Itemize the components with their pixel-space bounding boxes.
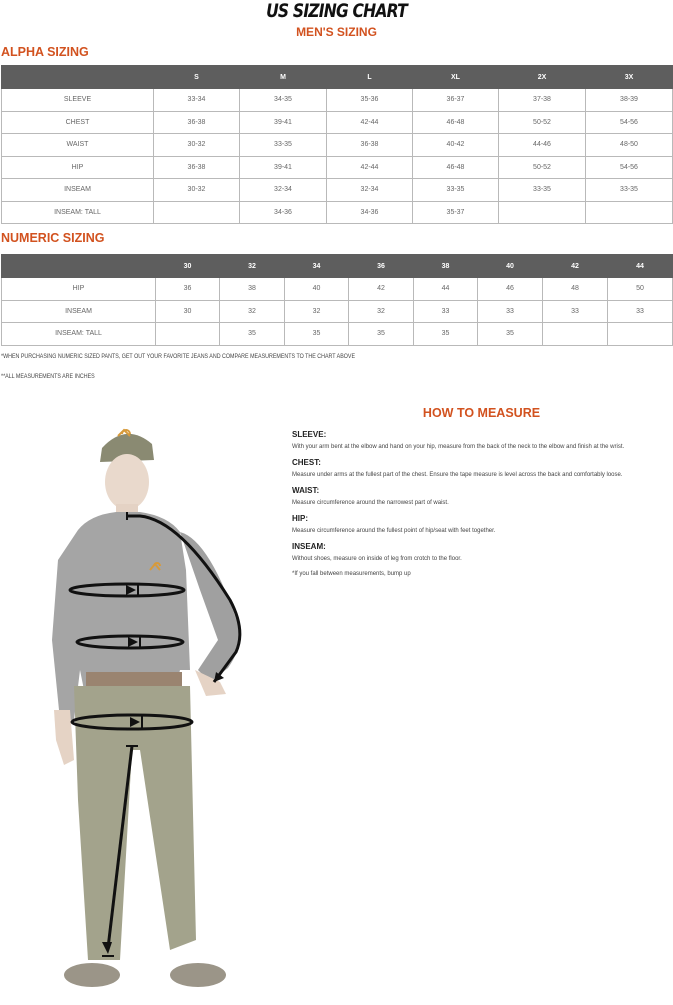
alpha-header-cell: L (327, 66, 413, 89)
table-cell: 36-38 (154, 156, 240, 179)
row-label: INSEAM: TALL (2, 323, 156, 346)
table-cell: 32-34 (327, 179, 413, 202)
belt-shape (86, 672, 182, 686)
table-cell: 32-34 (240, 179, 327, 202)
alpha-table-row (2, 179, 673, 202)
measure-label: WAIST: (292, 486, 320, 495)
row-label: INSEAM: TALL (2, 201, 154, 224)
alpha-table-row (2, 111, 673, 134)
table-cell: 33-35 (413, 179, 499, 202)
table-cell: 35 (414, 323, 478, 346)
table-cell: 46 (478, 278, 543, 301)
bump-up-footnote: *If you fall between measurements, bump up (292, 571, 411, 577)
alpha-table-row (2, 89, 673, 112)
table-cell: 36 (156, 278, 220, 301)
table-cell (543, 323, 608, 346)
table-cell: 50 (608, 278, 673, 301)
row-label: HIP (2, 156, 154, 179)
alpha-section-title: ALPHA SIZING (1, 45, 89, 59)
model-measurement-figure (30, 420, 270, 1000)
measure-item-sleeve (292, 430, 672, 451)
table-cell: 30-32 (154, 134, 240, 157)
numeric-header-cell: 42 (543, 255, 608, 278)
numeric-header-cell: 32 (220, 255, 285, 278)
table-cell: 35 (220, 323, 285, 346)
head-shape (105, 454, 149, 510)
table-cell: 38-39 (586, 89, 673, 112)
table-cell: 44-46 (499, 134, 586, 157)
page-title: US SIZING CHART (266, 0, 407, 22)
row-label: WAIST (2, 134, 154, 157)
table-cell: 33 (543, 300, 608, 323)
numeric-table-row (2, 278, 673, 301)
numeric-section-title: NUMERIC SIZING (1, 231, 105, 245)
table-cell: 35 (478, 323, 543, 346)
numeric-header-cell: 40 (478, 255, 543, 278)
table-cell: 48 (543, 278, 608, 301)
how-to-measure-title: HOW TO MEASURE (422, 406, 541, 420)
table-cell (154, 201, 240, 224)
table-cell (608, 323, 673, 346)
table-cell: 35-36 (327, 89, 413, 112)
row-label: HIP (2, 278, 156, 301)
table-cell: 44 (414, 278, 478, 301)
alpha-sizing-table (1, 65, 673, 224)
measure-label: CHEST: (292, 458, 321, 467)
table-cell: 36-37 (413, 89, 499, 112)
measure-description: Measure circumference around the fullest point of hip/seat with feet together. (292, 528, 496, 534)
table-cell (586, 201, 673, 224)
measure-description: Measure under arms at the fullest part of the chest. Ensure the tape measure is level across the back and comfortably loose. (292, 472, 623, 478)
table-cell: 38 (220, 278, 285, 301)
alpha-header-cell: S (154, 66, 240, 89)
how-to-measure-list (292, 430, 672, 578)
table-cell: 32 (285, 300, 349, 323)
row-label: INSEAM (2, 300, 156, 323)
measure-description: With your arm bent at the elbow and hand on your hip, measure from the back of the neck to the elbow and finish at the wrist. (292, 444, 625, 450)
numeric-header-cell (2, 255, 156, 278)
table-cell: 33 (608, 300, 673, 323)
alpha-table-row (2, 156, 673, 179)
alpha-table-row (2, 201, 673, 224)
numeric-header-cell: 38 (414, 255, 478, 278)
units-note: **ALL MEASUREMENTS ARE INCHES (1, 373, 95, 380)
table-cell (156, 323, 220, 346)
row-label: SLEEVE (2, 89, 154, 112)
table-cell: 32 (349, 300, 414, 323)
table-cell: 34-36 (240, 201, 327, 224)
table-cell: 35-37 (413, 201, 499, 224)
figure-illustration (30, 420, 270, 1000)
numeric-table-row (2, 323, 673, 346)
table-cell: 39-41 (240, 156, 327, 179)
measure-description: Without shoes, measure on inside of leg from crotch to the floor. (292, 556, 462, 562)
numeric-header-cell: 36 (349, 255, 414, 278)
numeric-header-cell: 30 (156, 255, 220, 278)
table-cell: 54-56 (586, 111, 673, 134)
table-cell: 35 (285, 323, 349, 346)
numeric-header-row (2, 255, 673, 278)
row-label: INSEAM (2, 179, 154, 202)
table-cell: 39-41 (240, 111, 327, 134)
alpha-table-row (2, 134, 673, 157)
table-cell: 54-56 (586, 156, 673, 179)
table-cell: 33-35 (586, 179, 673, 202)
table-cell: 33-35 (499, 179, 586, 202)
measure-item-chest (292, 458, 672, 479)
measure-item-waist (292, 486, 672, 507)
numeric-table-row (2, 300, 673, 323)
table-cell: 50-52 (499, 111, 586, 134)
table-cell: 30-32 (154, 179, 240, 202)
table-cell: 40-42 (413, 134, 499, 157)
measure-label: HIP: (292, 514, 308, 523)
alpha-header-cell (2, 66, 154, 89)
measure-item-hip (292, 514, 672, 535)
table-cell: 33 (478, 300, 543, 323)
table-cell: 33 (414, 300, 478, 323)
alpha-header-cell: 3X (586, 66, 673, 89)
alpha-header-row (2, 66, 673, 89)
numeric-header-cell: 34 (285, 255, 349, 278)
table-cell: 46-48 (413, 111, 499, 134)
table-cell: 40 (285, 278, 349, 301)
table-cell: 50-52 (499, 156, 586, 179)
right-shoe-shape (170, 963, 226, 987)
table-cell: 34-36 (327, 201, 413, 224)
measure-label: SLEEVE: (292, 430, 327, 439)
table-cell: 42-44 (327, 111, 413, 134)
measure-item-inseam (292, 542, 672, 563)
measure-label: INSEAM: (292, 542, 326, 551)
table-cell: 42 (349, 278, 414, 301)
table-cell: 32 (220, 300, 285, 323)
left-shoe-shape (64, 963, 120, 987)
table-cell: 36-38 (327, 134, 413, 157)
table-cell: 46-48 (413, 156, 499, 179)
table-cell: 48-50 (586, 134, 673, 157)
measure-description: Measure circumference around the narrowest part of waist. (292, 500, 449, 506)
table-cell: 36-38 (154, 111, 240, 134)
table-cell: 34-35 (240, 89, 327, 112)
table-cell: 30 (156, 300, 220, 323)
table-cell (499, 201, 586, 224)
table-cell: 35 (349, 323, 414, 346)
alpha-table-body (2, 89, 673, 224)
alpha-header-cell: 2X (499, 66, 586, 89)
table-cell: 37-38 (499, 89, 586, 112)
numeric-table-body (2, 278, 673, 346)
numeric-sizing-table (1, 254, 673, 346)
alpha-header-cell: XL (413, 66, 499, 89)
page-subtitle: MEN'S SIZING (296, 25, 377, 39)
table-cell: 33-35 (240, 134, 327, 157)
numeric-purchase-note: *WHEN PURCHASING NUMERIC SIZED PANTS, GET OUT YOUR FAVORITE JEANS AND COMPARE MEASUREMENTS TO THE CHART ABOVE (1, 353, 356, 360)
alpha-header-cell: M (240, 66, 327, 89)
numeric-header-cell: 44 (608, 255, 673, 278)
table-cell: 33-34 (154, 89, 240, 112)
row-label: CHEST (2, 111, 154, 134)
table-cell: 42-44 (327, 156, 413, 179)
